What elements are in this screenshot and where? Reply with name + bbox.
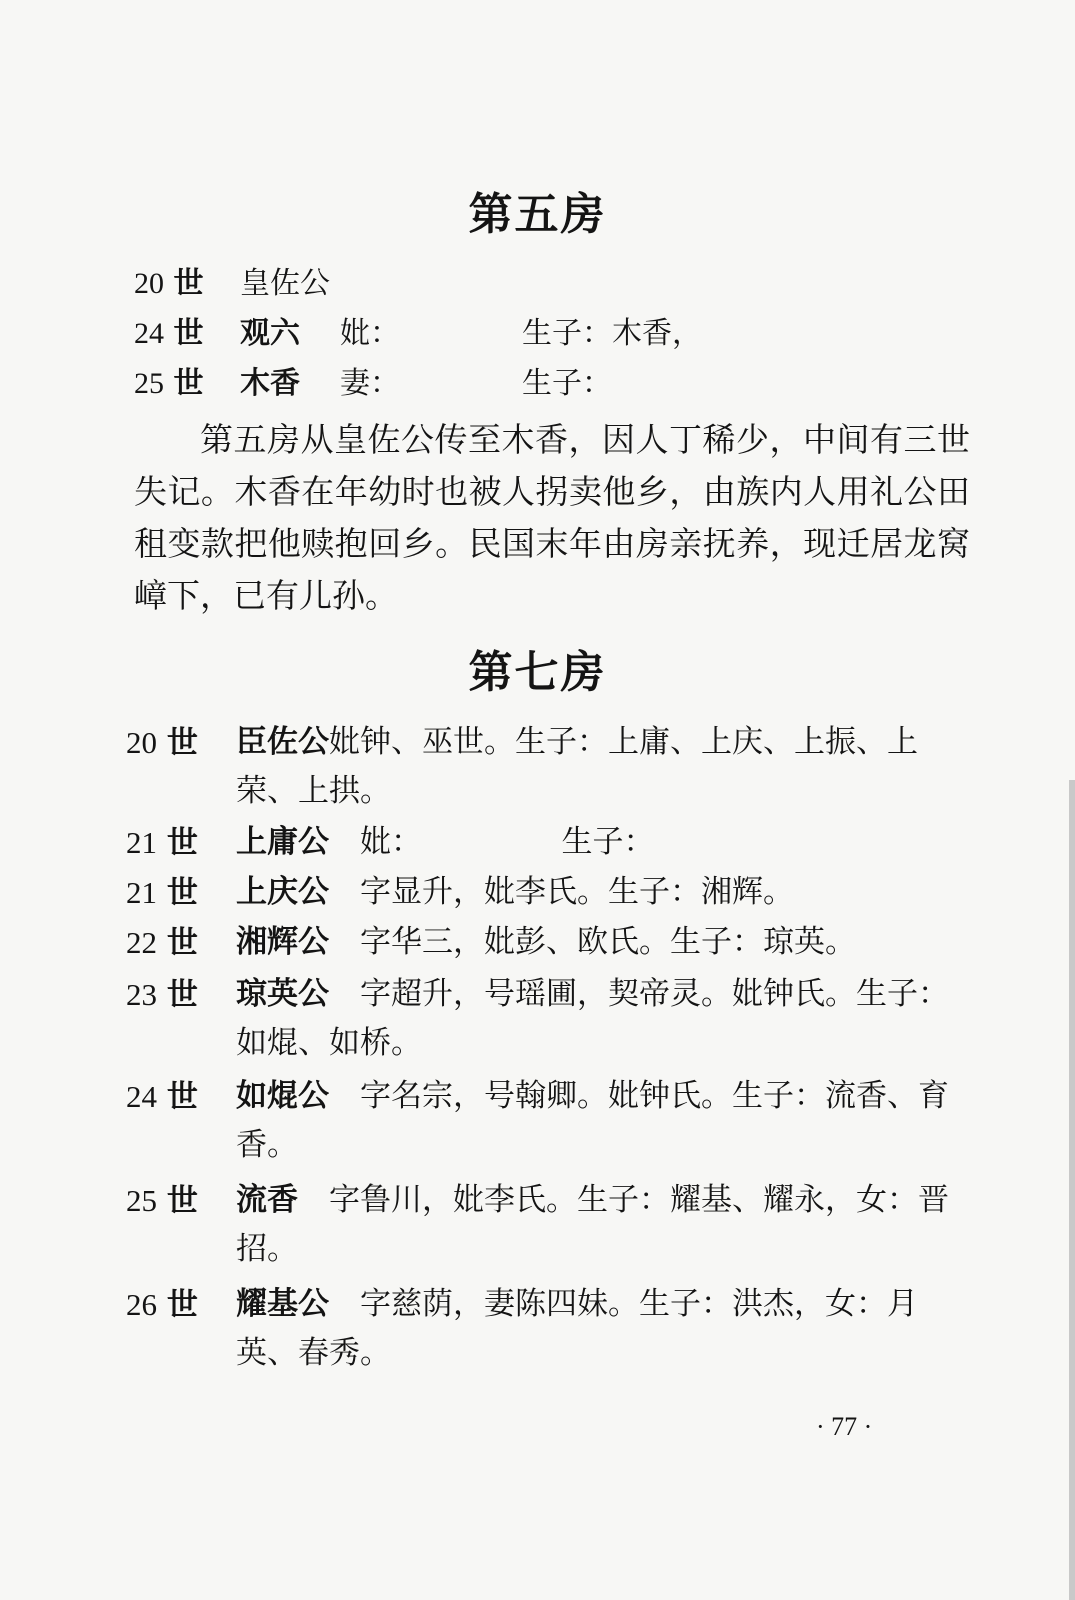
sons-label: 生子： [522,366,612,401]
generation-label: 22 世 [126,925,198,961]
generation-label: 25 世 [134,366,204,401]
section-five-title: 第五房 [468,189,607,240]
ancestor-name: 观六 [240,316,300,351]
ancestor-name: 湘辉公 [236,924,329,960]
generation-label: 21 世 [126,825,198,861]
ancestor-name: 上庆公 [236,874,329,910]
spouse-label: 妻： [340,366,400,401]
generation-label: 24 世 [134,316,204,351]
ancestor-name: 耀基公 [236,1286,329,1322]
scan-edge-shadow [1069,780,1075,1600]
entry-text: 字名宗，号翰卿。妣钟氏。生子：流香、育香。 [236,1078,949,1163]
genealogy-entry [126,1072,976,1170]
section5-paragraph: 第五房从皇佐公传至木香，因人丁稀少，中间有三世失记。木香在年幼时也被人拐卖他乡，由族内人用礼公田租变款把他赎抱回乡。民国末年由房亲抚养，现迁居龙窝嶂下，已有儿孙。 [134,420,970,615]
genealogy-entry [126,1176,976,1274]
ancestor-name: 上庸公 [236,824,329,860]
generation-label: 23 世 [126,977,198,1013]
sons-label: 生子：木香， [522,316,702,351]
entry-text: 字鲁川，妣李氏。生子：耀基、耀永，女：晋招。 [236,1182,949,1267]
ancestor-name: 木香 [240,366,300,401]
section5-row [134,312,204,356]
section-seven-title: 第七房 [468,647,607,698]
genealogy-entry [126,818,976,867]
generation-label: 21 世 [126,875,198,911]
generation-label: 26 世 [126,1287,198,1323]
entry-text: 字慈荫，妻陈四妹。生子：洪杰，女：月英、春秀。 [236,1286,918,1371]
page-number: · 77 · [816,1412,873,1441]
ancestor-name: 琼英公 [236,976,329,1012]
ancestor-name: 臣佐公 [236,724,329,760]
genealogy-entry [126,1280,976,1378]
genealogy-entry [126,718,976,816]
section5-row [134,262,204,306]
section5-row [134,362,204,406]
ancestor-name: 皇佐公 [240,266,330,301]
entry-text: 妣钟、巫世。生子：上庸、上庆、上振、上荣、上拱。 [236,724,918,809]
genealogy-entry [126,868,976,917]
genealogy-entry [126,918,976,967]
generation-label: 20 世 [126,725,198,761]
entry-text: 字显升，妣李氏。生子：湘辉。 [329,874,794,910]
genealogy-entry [126,970,976,1068]
generation-label: 24 世 [126,1079,198,1115]
generation-label: 20 世 [134,266,204,301]
entry-text: 字超升，号瑶圃，契帝灵。妣钟氏。生子：如焜、如桥。 [236,976,949,1061]
entry-text: 妣： 生子： [329,824,655,860]
entry-text: 字华三，妣彭、欧氏。生子：琼英。 [329,924,856,960]
spouse-label: 妣： [340,316,400,351]
generation-label: 25 世 [126,1183,198,1219]
ancestor-name: 流香 [236,1182,298,1218]
ancestor-name: 如焜公 [236,1078,329,1114]
